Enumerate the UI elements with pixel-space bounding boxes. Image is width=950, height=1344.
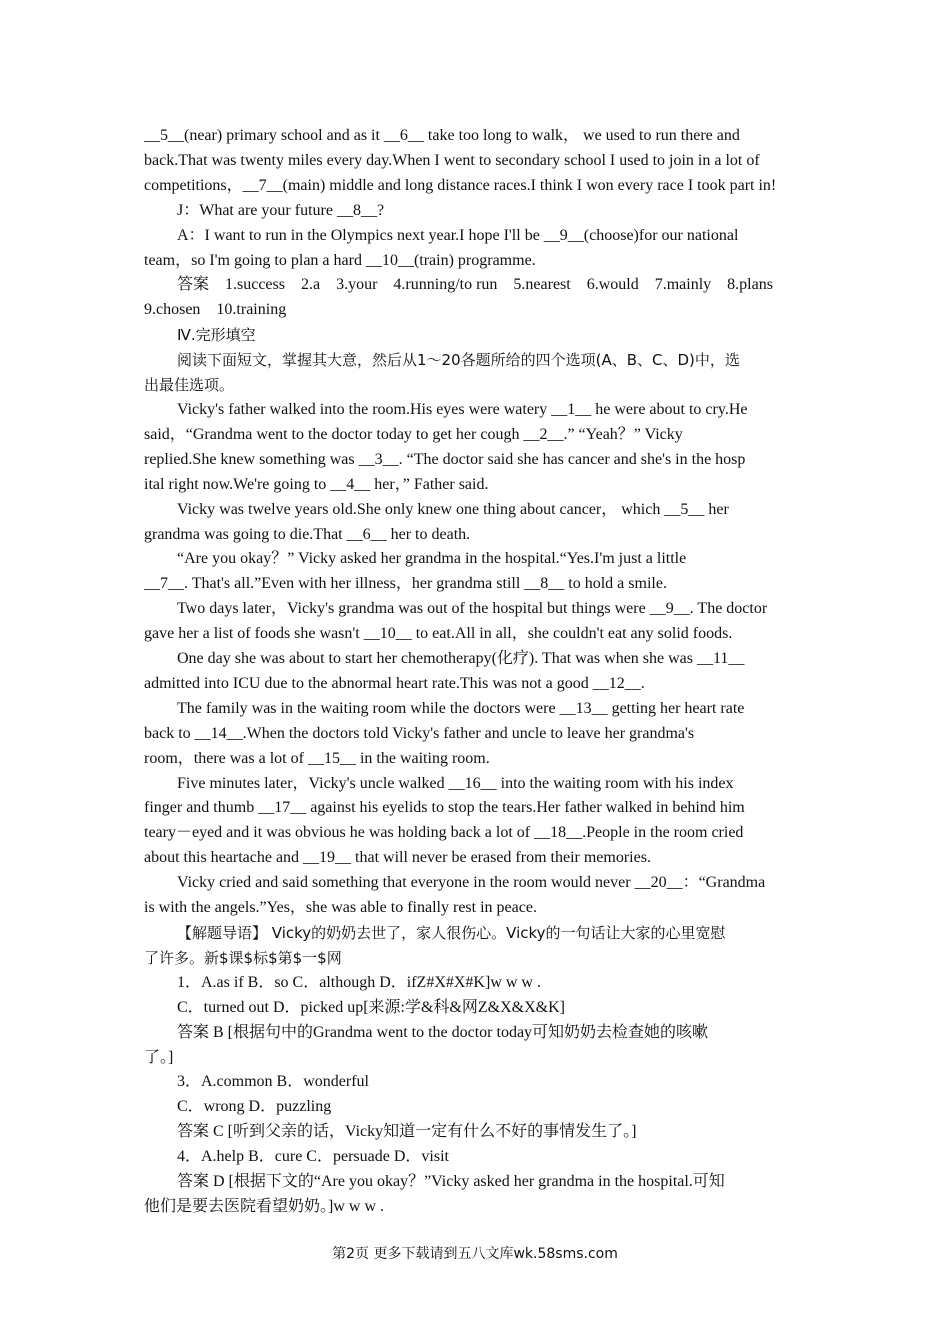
option-line: C．turned out D．picked up[来源:学&科&网Z&X&X&K] xyxy=(177,998,565,1016)
passage-line: Vicky's father walked into the room.His eyes were watery __1__ he were about to cry.He xyxy=(177,400,748,418)
passage-line: Five minutes later，Vicky's uncle walked __16__ into the waiting room with his index xyxy=(177,774,734,792)
option-line: 1．A.as if B．so C．although D．ifZ#X#X#K]w w w . xyxy=(177,973,541,991)
passage-line: gave her a list of foods she wasn't __10__ to eat.All in all，she couldn't eat any solid foods. xyxy=(144,625,733,643)
answer-line: 9.chosen 10.training xyxy=(144,301,287,319)
answer-line: 答案 C [听到父亲的话，Vicky知道一定有什么不好的事情发生了。] xyxy=(177,1123,637,1141)
dialogue-line: A：I want to run in the Olympics next year.I hope I'll be __9__(choose)for our national xyxy=(177,226,739,244)
option-line: 3．A.common B．wonderful xyxy=(177,1073,369,1091)
option-line: C．wrong D．puzzling xyxy=(177,1098,332,1116)
guide-line: 了许多。新$课$标$第$一$网 xyxy=(144,948,342,967)
passage-line: ital right now.We're going to __4__ her，” Father said. xyxy=(144,475,489,493)
passage-line: room，there was a lot of __15__ in the waiting room. xyxy=(144,749,490,767)
dialogue-line: J：What are your future __8__? xyxy=(177,201,385,219)
answer-line: 答案 B [根据句中的Grandma went to the doctor today可知奶奶去检查她的咳嗽 xyxy=(177,1023,709,1041)
passage-line: is with the angels.”Yes，she was able to finally rest in peace. xyxy=(144,899,537,917)
passage-line: Two days later，Vicky's grandma was out of the hospital but things were __9__. The doctor xyxy=(177,600,768,618)
passage-line: finger and thumb __17__ against his eyelids to stop the tears.Her father walked in behind him xyxy=(144,799,745,817)
passage-line: teary－eyed and it was obvious he was holding back a lot of __18__.People in the room cried xyxy=(144,824,744,842)
instruction-line: 阅读下面短文，掌握其大意，然后从1～20各题所给的四个选项(A、B、C、D)中，选 xyxy=(177,351,740,370)
passage-line: said，“Grandma went to the doctor today to get her cough __2__.” “Yeah？” Vicky xyxy=(144,425,683,443)
instruction-line: 出最佳选项。 xyxy=(144,376,235,395)
text-line: competitions，__7__(main) middle and long distance races.I think I won every race I took part in! xyxy=(144,176,777,194)
section-heading: Ⅳ.完形填空 xyxy=(177,326,256,345)
passage-line: replied.She knew something was __3__. “The doctor said she has cancer and she's in the hosp xyxy=(144,450,746,468)
text-line: team，so I'm going to plan a hard __10__(train) programme. xyxy=(144,251,536,269)
answer-line: 了。] xyxy=(144,1048,174,1066)
guide-line: 【解题导语】 Vicky的奶奶去世了，家人很伤心。Vicky的一句话让大家的心里宽慰 xyxy=(177,924,726,942)
passage-line: Vicky was twelve years old.She only knew one thing about cancer， which __5__ her xyxy=(177,500,729,518)
answer-line: 答案 D [根据下文的“Are you okay？”Vicky asked her grandma in the hospital.可知 xyxy=(177,1173,725,1191)
passage-line: about this heartache and __19__ that will never be erased from their memories. xyxy=(144,849,651,867)
answer-line: 答案 1.success 2.a 3.your 4.running/to run 5.nearest 6.would 7.mainly 8.plans xyxy=(177,276,773,294)
document-body xyxy=(144,124,806,1220)
answer-line: 他们是要去医院看望奶奶。]w w w . xyxy=(144,1197,384,1215)
passage-line: “Are you okay？” Vicky asked her grandma in the hospital.“Yes.I'm just a little xyxy=(177,550,687,568)
text-line: __5__(near) primary school and as it __6__ take too long to walk， we used to run there and xyxy=(144,127,740,144)
passage-line: The family was in the waiting room while the doctors were __13__ getting her heart rate xyxy=(177,699,745,717)
passage-line: back to __14__.When the doctors told Vicky's father and uncle to leave her grandma's xyxy=(144,724,695,742)
passage-line: Vicky cried and said something that everyone in the room would never __20__：“Grandma xyxy=(177,874,766,892)
text-line: back.That was twenty miles every day.When I went to secondary school I used to join in a lot of xyxy=(144,151,760,169)
option-line: 4．A.help B．cure C．persuade D．visit xyxy=(177,1148,449,1166)
passage-line: __7__. That's all.”Even with her illness，her grandma still __8__ to hold a smile. xyxy=(144,575,667,593)
passage-line: grandma was going to die.That __6__ her to death. xyxy=(144,525,471,543)
passage-line: admitted into ICU due to the abnormal heart rate.This was not a good __12__. xyxy=(144,674,645,692)
passage-line: One day she was about to start her chemotherapy(化疗). That was when she was __11__ xyxy=(177,650,745,668)
page-footer: 第2页 更多下载请到五八文库wk.58sms.com xyxy=(332,1246,618,1262)
